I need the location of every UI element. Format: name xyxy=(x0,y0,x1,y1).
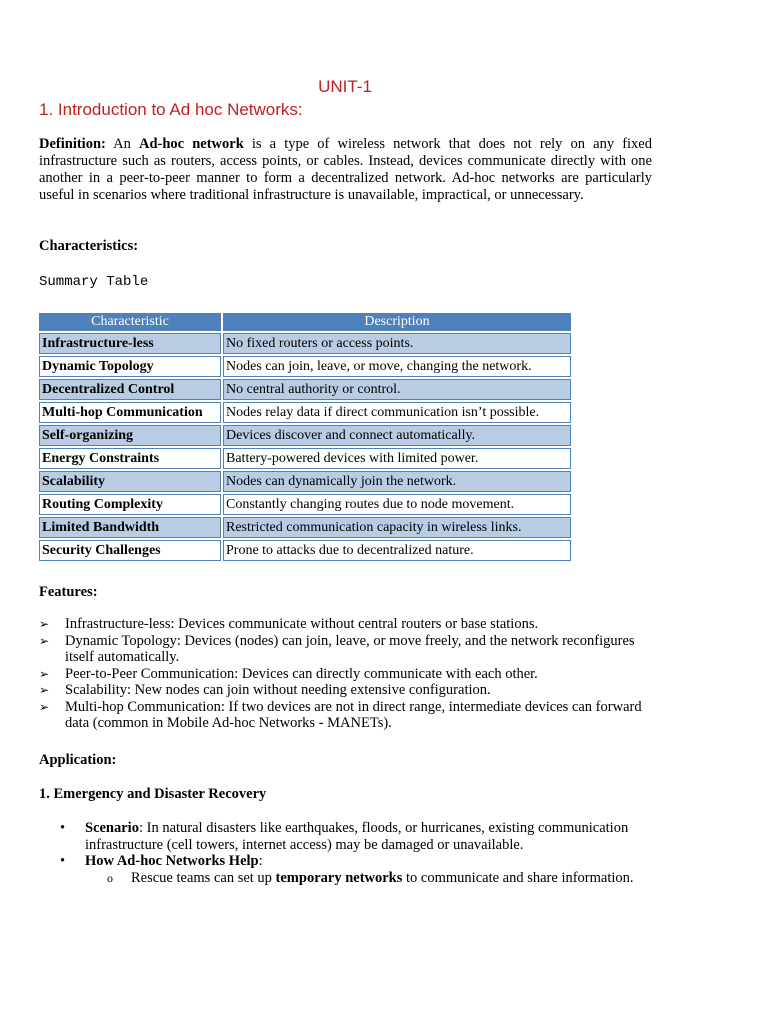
header-description: Description xyxy=(223,313,571,331)
characteristic-cell: Decentralized Control xyxy=(39,379,221,400)
header-characteristic: Characteristic xyxy=(39,313,221,331)
table-row xyxy=(39,356,571,377)
feature-item xyxy=(39,666,649,683)
table-header-row xyxy=(39,313,571,331)
list-item xyxy=(85,870,659,887)
table-row xyxy=(39,494,571,515)
characteristic-cell: Limited Bandwidth xyxy=(39,517,221,538)
characteristic-cell: Self-organizing xyxy=(39,425,221,446)
description-cell: Battery-powered devices with limited power. xyxy=(223,448,571,469)
emergency-heading: 1. Emergency and Disaster Recovery xyxy=(39,786,267,802)
features-heading: Features: xyxy=(39,584,98,600)
table-row xyxy=(39,448,571,469)
application-list xyxy=(39,820,659,886)
description-cell: No central authority or control. xyxy=(223,379,571,400)
characteristic-cell: Infrastructure-less xyxy=(39,333,221,354)
characteristic-cell: Security Challenges xyxy=(39,540,221,561)
list-item xyxy=(39,820,659,853)
feature-text: Scalability: New nodes can join without needing extensive configuration. xyxy=(65,682,491,698)
characteristic-cell: Multi-hop Communication xyxy=(39,402,221,423)
how-help-label: How Ad-hoc Networks Help xyxy=(85,853,259,869)
sub-suffix: to communicate and share information. xyxy=(402,869,634,886)
sub-bold: temporary networks xyxy=(275,869,403,886)
feature-text: Peer-to-Peer Communication: Devices can directly communicate with each other. xyxy=(65,665,538,682)
table-row xyxy=(39,379,571,400)
definition-text-2: is a type of wireless network that does not rely on any fixed infrastructure such as routers, access points, or cables. Instead, devices communicate directly with one another in a peer-to-peer manner to form a decentralized network. Ad-hoc networks are particularly useful in scenarios where traditional infrastructure is unavailable, impractical, or unnecessary. xyxy=(39,136,652,203)
characteristic-cell: Energy Constraints xyxy=(39,448,221,469)
feature-text: Multi-hop Communication: If two devices are not in direct range, intermediate devices can forward data (common in Mobile Ad-hoc Networks - MANETs). xyxy=(65,698,642,731)
table-row xyxy=(39,425,571,446)
summary-table-title: Summary Table xyxy=(39,274,149,290)
arrow-bullet-icon: ➢ xyxy=(39,666,50,681)
definition-text-1: An xyxy=(105,136,139,152)
description-cell: Devices discover and connect automatically. xyxy=(223,425,571,446)
section-title: 1. Introduction to Ad hoc Networks: xyxy=(39,100,303,119)
description-cell: Nodes relay data if direct communication isn’t possible. xyxy=(223,402,571,423)
description-cell: Prone to attacks due to decentralized nature. xyxy=(223,540,571,561)
table-row xyxy=(39,333,571,354)
table-body xyxy=(39,333,571,561)
list-item xyxy=(39,853,659,886)
sub-prefix: Rescue teams can set up xyxy=(131,869,276,886)
table-row xyxy=(39,471,571,492)
arrow-bullet-icon: ➢ xyxy=(39,633,50,648)
summary-table xyxy=(37,311,573,563)
scenario-text: : In natural disasters like earthquakes, floods, or hurricanes, existing communication infrastructure (cell towers, internet access) may be damaged or unavailable. xyxy=(85,820,629,853)
characteristic-cell: Routing Complexity xyxy=(39,494,221,515)
bullet-icon: • xyxy=(60,853,66,869)
circle-bullet-icon: o xyxy=(107,870,113,885)
bullet-icon: • xyxy=(60,820,66,836)
feature-item xyxy=(39,633,649,666)
characteristic-cell: Scalability xyxy=(39,471,221,492)
table-row xyxy=(39,540,571,561)
arrow-bullet-icon: ➢ xyxy=(39,683,50,697)
description-cell: Nodes can join, leave, or move, changing the network. xyxy=(223,356,571,377)
how-help-sublist xyxy=(85,870,659,887)
definition-paragraph xyxy=(39,136,652,204)
table-row xyxy=(39,517,571,538)
definition-term: Ad-hoc network xyxy=(139,136,244,152)
arrow-bullet-icon: ➢ xyxy=(39,699,50,714)
description-cell: Restricted communication capacity in wireless links. xyxy=(223,517,571,538)
feature-text: Infrastructure-less: Devices communicate without central routers or base stations. xyxy=(65,616,539,632)
unit-title: UNIT-1 xyxy=(318,77,372,96)
characteristics-heading: Characteristics: xyxy=(39,238,139,254)
features-list xyxy=(39,616,649,732)
feature-item xyxy=(39,616,649,633)
table-row xyxy=(39,402,571,423)
feature-item xyxy=(39,682,649,699)
description-cell: Constantly changing routes due to node movement. xyxy=(223,494,571,515)
feature-item xyxy=(39,699,649,732)
scenario-label: Scenario xyxy=(85,820,139,836)
how-help-suffix: : xyxy=(258,853,263,869)
definition-label: Definition: xyxy=(39,136,106,152)
description-cell: No fixed routers or access points. xyxy=(223,333,571,354)
feature-text: Dynamic Topology: Devices (nodes) can join, leave, or move freely, and the network reconfigures itself automatically. xyxy=(65,632,635,665)
application-heading: Application: xyxy=(39,752,117,768)
characteristic-cell: Dynamic Topology xyxy=(39,356,221,377)
description-cell: Nodes can dynamically join the network. xyxy=(223,471,571,492)
arrow-bullet-icon: ➢ xyxy=(39,617,50,631)
